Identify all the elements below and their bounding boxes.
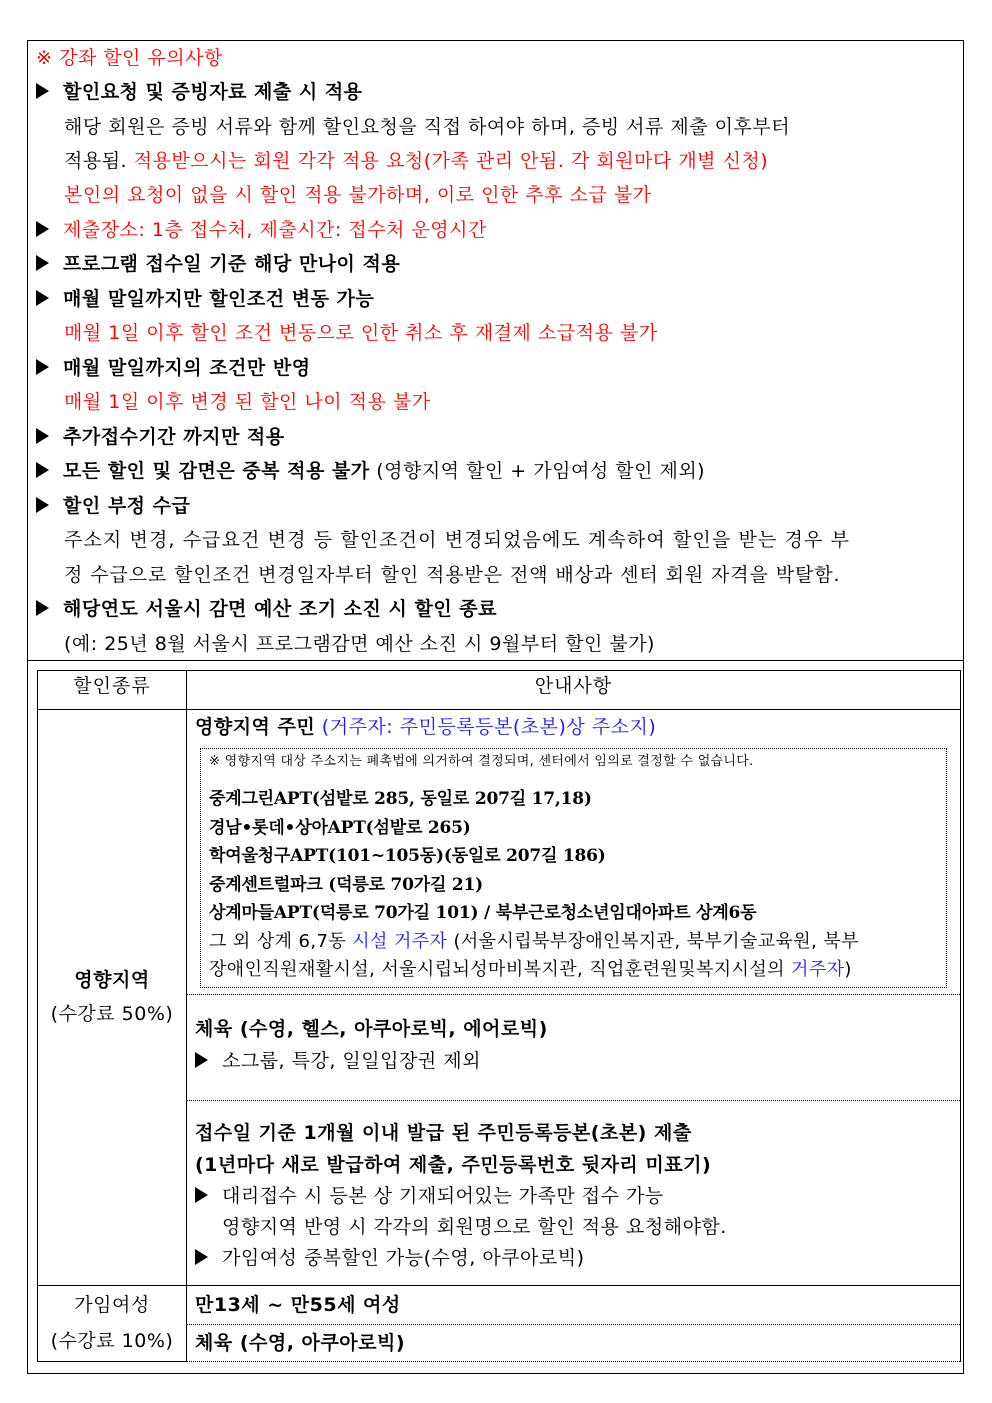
regional-title: 영향지역 주민 (거주자: 주민등록등본(초본)상 주소지) <box>195 716 657 738</box>
triangle-bullet-icon <box>36 359 49 375</box>
regional-rate: (수강료 50%) <box>50 1003 174 1026</box>
header-discount-type: 할인종류 <box>38 671 187 710</box>
women-age: 만13세 ~ 만55세 여성 <box>195 1293 401 1316</box>
notice-item-3: 프로그램 접수일 기준 해당 만나이 적용 <box>36 247 400 281</box>
triangle-bullet-icon <box>195 1187 208 1203</box>
table-row-women <box>38 1285 961 1324</box>
doc-note-2: 가임여성 중복할인 가능(수영, 아쿠아로빅) <box>187 1243 960 1274</box>
notice-item-4-line-1: 매월 1일 이후 할인 조건 변동으로 인한 취소 후 재결제 소급적용 불가 <box>64 322 658 344</box>
women-rate: (수강료 10%) <box>50 1330 174 1352</box>
triangle-bullet-icon <box>36 255 49 271</box>
regional-address-cell <box>187 710 961 995</box>
facility-residents-line-1: 그 외 상계 6,7동 시설 거주자 (서울시립북부장애인복지관, 북부기술교육원, 북부 <box>209 930 859 952</box>
notice-item-8-line-1: 주소지 변경, 수급요건 변경 등 할인조건이 변경되었음에도 계속하여 할인을 받는 경우 부 <box>64 529 851 551</box>
triangle-bullet-icon <box>36 600 49 616</box>
address-item: 학여울청구APT(101~105동)(동일로 207길 186) <box>209 846 606 866</box>
women-sports-cell <box>187 1324 961 1361</box>
triangle-bullet-icon <box>195 1249 208 1265</box>
address-list-box <box>200 748 947 988</box>
notice-section <box>28 41 963 661</box>
header-guide-info: 안내사항 <box>187 671 961 710</box>
facility-residents-line-2: 장애인직원재활시설, 서울시립뇌성마비복지관, 직업훈련원및복지시설의 거주자) <box>209 959 852 980</box>
notice-item-1-line-2: 적용됨. 적용받으시는 회원 각각 적용 요청(가족 관리 안됨. 각 회원마다 개별 신청) <box>64 150 769 172</box>
notice-item-9: 해당연도 서울시 감면 예산 조기 소진 시 할인 종료 <box>36 592 497 626</box>
women-category-cell <box>38 1285 187 1361</box>
notice-item-5: 매월 말일까지의 조건만 반영 <box>36 351 311 385</box>
notice-item-2: 제출장소: 1층 접수처, 제출시간: 접수처 운영시간 <box>36 213 487 247</box>
doc-note-1: 대리접수 시 등본 상 기재되어있는 가족만 접수 가능 <box>187 1181 960 1212</box>
section-divider <box>28 660 963 661</box>
notice-item-5-line-1: 매월 1일 이후 변경 된 할인 나이 적용 불가 <box>64 391 431 413</box>
table-row-regional <box>38 710 961 995</box>
notice-item-1: 할인요청 및 증빙자료 제출 시 적용 <box>36 75 363 109</box>
triangle-bullet-icon <box>36 497 49 513</box>
notice-item-7: 모든 할인 및 감면은 중복 적용 불가 (영향지역 할인 + 가임여성 할인 제외) <box>36 454 705 488</box>
notice-item-1-line-1: 해당 회원은 증빙 서류와 함께 할인요청을 직접 하여야 하며, 증빙 서류 제출 이후부터 <box>64 116 791 138</box>
triangle-bullet-icon <box>36 462 49 478</box>
notice-item-6: 추가접수기간 까지만 적용 <box>36 420 285 454</box>
women-sports: 체육 (수영, 아쿠아로빅) <box>195 1331 406 1354</box>
triangle-bullet-icon <box>195 1052 208 1068</box>
address-item: 상계마들APT(덕릉로 70가길 101) / 북부근로청소년임대아파트 상계6동 <box>209 903 757 923</box>
notice-item-4: 매월 말일까지만 할인조건 변동 가능 <box>36 282 374 316</box>
women-name: 가임여성 <box>74 1294 150 1316</box>
doc-title-2: (1년마다 새로 발급하여 제출, 주민등록번호 뒷자리 미표기) <box>195 1153 712 1176</box>
address-item: 중계그린APT(섬밭로 285, 동일로 207길 17,18) <box>209 789 592 809</box>
regional-documents-cell <box>187 1100 961 1285</box>
doc-note-1-continued: 영향지역 반영 시 각각의 회원명으로 할인 적용 요청해야함. <box>222 1215 727 1238</box>
triangle-bullet-icon <box>36 428 49 444</box>
address-item: 경남•롯데•상아APT(섬밭로 265) <box>209 817 471 838</box>
notice-item-1-line-3: 본인의 요청이 없을 시 할인 적용 불가하며, 이로 인한 추후 소급 불가 <box>64 184 652 206</box>
regional-category-cell <box>38 710 187 1286</box>
regional-name: 영향지역 <box>74 969 150 992</box>
regional-sports-title: 체육 (수영, 헬스, 아쿠아로빅, 에어로빅) <box>195 1017 548 1040</box>
address-legal-note: ※ 영향지역 대상 주소지는 폐촉법에 의거하여 결정되며, 센터에서 임의로 결정할 수 없습니다. <box>209 754 754 769</box>
triangle-bullet-icon <box>36 290 49 306</box>
regional-sports-note: 소그룹, 특강, 일일입장권 제외 <box>187 1044 960 1078</box>
notice-item-8: 할인 부정 수급 <box>36 489 190 523</box>
discount-guide-table <box>37 670 961 1362</box>
doc-title-1: 접수일 기준 1개월 이내 발급 된 주민등록등본(초본) 제출 <box>195 1121 692 1144</box>
table-header-row <box>38 671 961 710</box>
triangle-bullet-icon <box>36 83 49 99</box>
notice-title: ※ 강좌 할인 유의사항 <box>36 47 223 69</box>
notice-item-8-line-2: 정 수급으로 할인조건 변경일자부터 할인 적용받은 전액 배상과 센터 회원 자격을 박탈함. <box>64 564 841 586</box>
notice-item-9-line-1: (예: 25년 8월 서울시 프로그램감면 예산 소진 시 9월부터 할인 불가) <box>64 633 655 655</box>
women-age-cell <box>187 1285 961 1324</box>
triangle-bullet-icon <box>36 221 49 237</box>
discount-notice-document <box>27 40 964 1374</box>
regional-sports-cell <box>187 994 961 1100</box>
address-item: 중계센트럴파크 (덕릉로 70가길 21) <box>209 874 484 895</box>
